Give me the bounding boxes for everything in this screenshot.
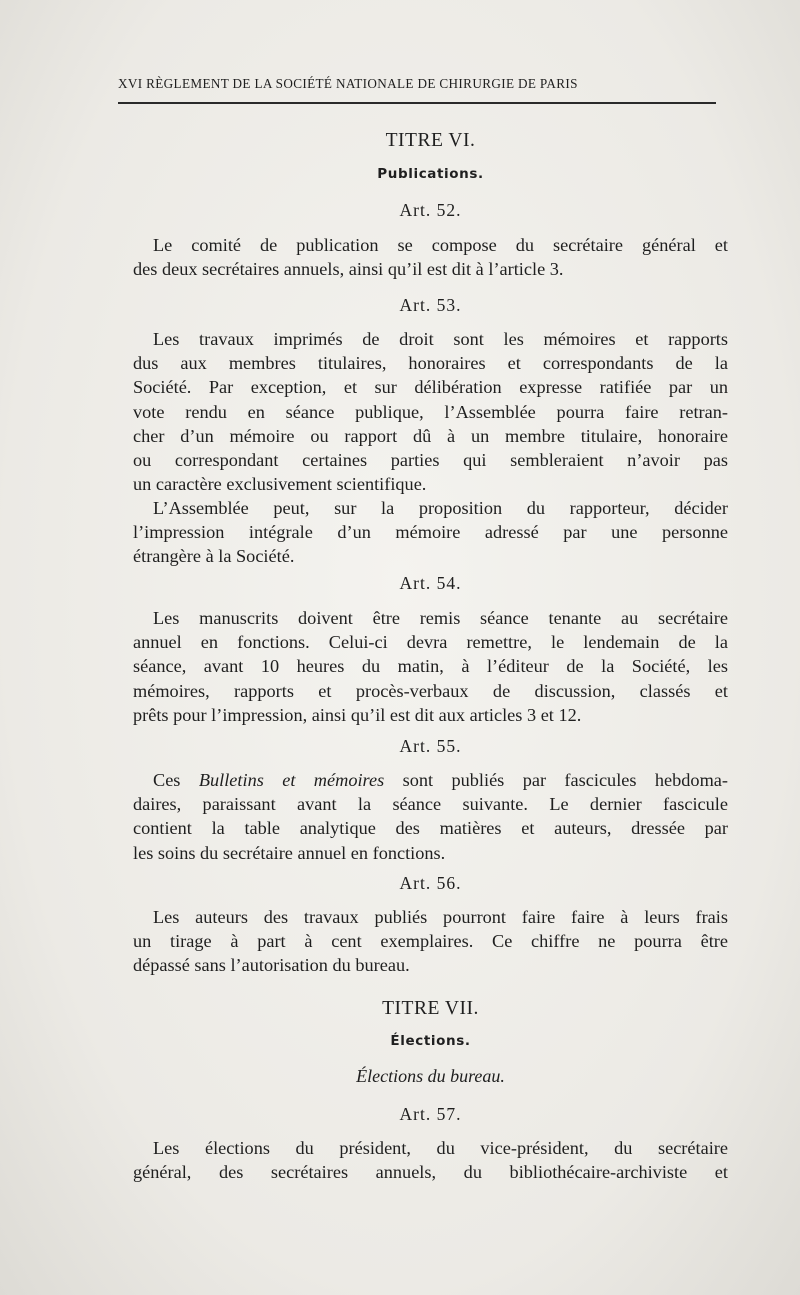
header-rule xyxy=(118,102,716,104)
text-line: Les travaux imprimés de droit sont les mémoires et rapports xyxy=(153,329,728,349)
text-line: L’Assemblée peut, sur la proposition du rapporteur, décider xyxy=(153,498,728,518)
article-55-text xyxy=(133,768,728,865)
text-line: séance, avant 10 heures du matin, à l’éditeur de la Société, les xyxy=(133,656,728,677)
text-line: des deux secrétaires annuels, ainsi qu’il est dit à l’article 3. xyxy=(133,259,564,280)
article-57-label: Art. 57. xyxy=(399,1104,462,1124)
bulletins-title: Bulletins et mémoires xyxy=(198,770,385,790)
text-line: Le comité de publication se compose du secrétaire général et xyxy=(153,235,728,255)
text-line: Société. Par exception, et sur délibération expresse ratifiée par un xyxy=(133,377,728,398)
text-line: dépassé sans l’autorisation du bureau. xyxy=(133,955,410,976)
text-line: mémoires, rapports et procès-verbaux de discussion, classés et xyxy=(133,680,728,701)
titre-vi-heading: TITRE VI. xyxy=(385,130,476,151)
text-line: cher d’un mémoire ou rapport dû à un membre titulaire, honoraire xyxy=(133,425,728,446)
elections-subheading: Élections. xyxy=(390,1033,471,1049)
article-54-text xyxy=(133,606,728,727)
elections-du-bureau-heading: Élections du bureau. xyxy=(356,1066,505,1086)
text-line: Les manuscrits doivent être remis séance tenante au secrétaire xyxy=(153,608,728,628)
text-line: annuel en fonctions. Celui-ci devra remettre, le lendemain de la xyxy=(133,632,728,653)
text-line: général, des secrétaires annuels, du bibliothécaire-archiviste et xyxy=(133,1162,728,1183)
article-55-label: Art. 55. xyxy=(399,736,462,756)
article-56-label: Art. 56. xyxy=(399,873,462,893)
text-line: contient la table analytique des matières et auteurs, dressée par xyxy=(133,818,728,839)
article-57-text xyxy=(133,1136,728,1184)
article-53-paragraph-2 xyxy=(133,496,728,569)
article-54-label: Art. 54. xyxy=(399,573,462,593)
article-52-label: Art. 52. xyxy=(399,200,462,220)
text-line: prêts pour l’impression, ainsi qu’il est dit aux articles 3 et 12. xyxy=(133,704,582,725)
text-line: vote rendu en séance publique, l’Assemblée pourra faire retran- xyxy=(133,401,728,422)
text-line: les soins du secrétaire annuel en fonctions. xyxy=(133,842,446,863)
text-line: étrangère à la Société. xyxy=(133,546,295,567)
article-56-text xyxy=(133,905,728,978)
text-line: un caractère exclusivement scientifique. xyxy=(133,474,427,495)
text-line: un tirage à part à cent exemplaires. Ce chiffre ne pourra être xyxy=(133,931,728,952)
text-segment: Ces xyxy=(153,770,199,790)
text-line: Les auteurs des travaux publiés pourront faire faire à leurs frais xyxy=(153,907,728,927)
text-line: dus aux membres titulaires, honoraires et correspondants de la xyxy=(133,353,728,374)
article-52-text xyxy=(133,233,728,281)
publications-subheading: Publications. xyxy=(377,166,484,182)
text-line: daires, paraissant avant la séance suivante. Le dernier fascicule xyxy=(133,794,728,815)
text-line: l’impression intégrale d’un mémoire adressé par une personne xyxy=(133,522,728,543)
text-segment: sont publiés par fascicules hebdoma- xyxy=(384,770,728,790)
article-53-paragraph-1 xyxy=(133,327,728,496)
titre-vii-heading: TITRE VII. xyxy=(382,998,479,1019)
text-line: Les élections du président, du vice-président, du secrétaire xyxy=(153,1138,728,1158)
article-53-label: Art. 53. xyxy=(399,295,462,315)
text-line: ou correspondant certaines parties qui sembleraient n’avoir pas xyxy=(133,450,728,471)
text-line xyxy=(133,768,728,792)
running-head: XVI RÈGLEMENT DE LA SOCIÉTÉ NATIONALE DE CHIRURGIE DE PARIS xyxy=(118,76,578,91)
